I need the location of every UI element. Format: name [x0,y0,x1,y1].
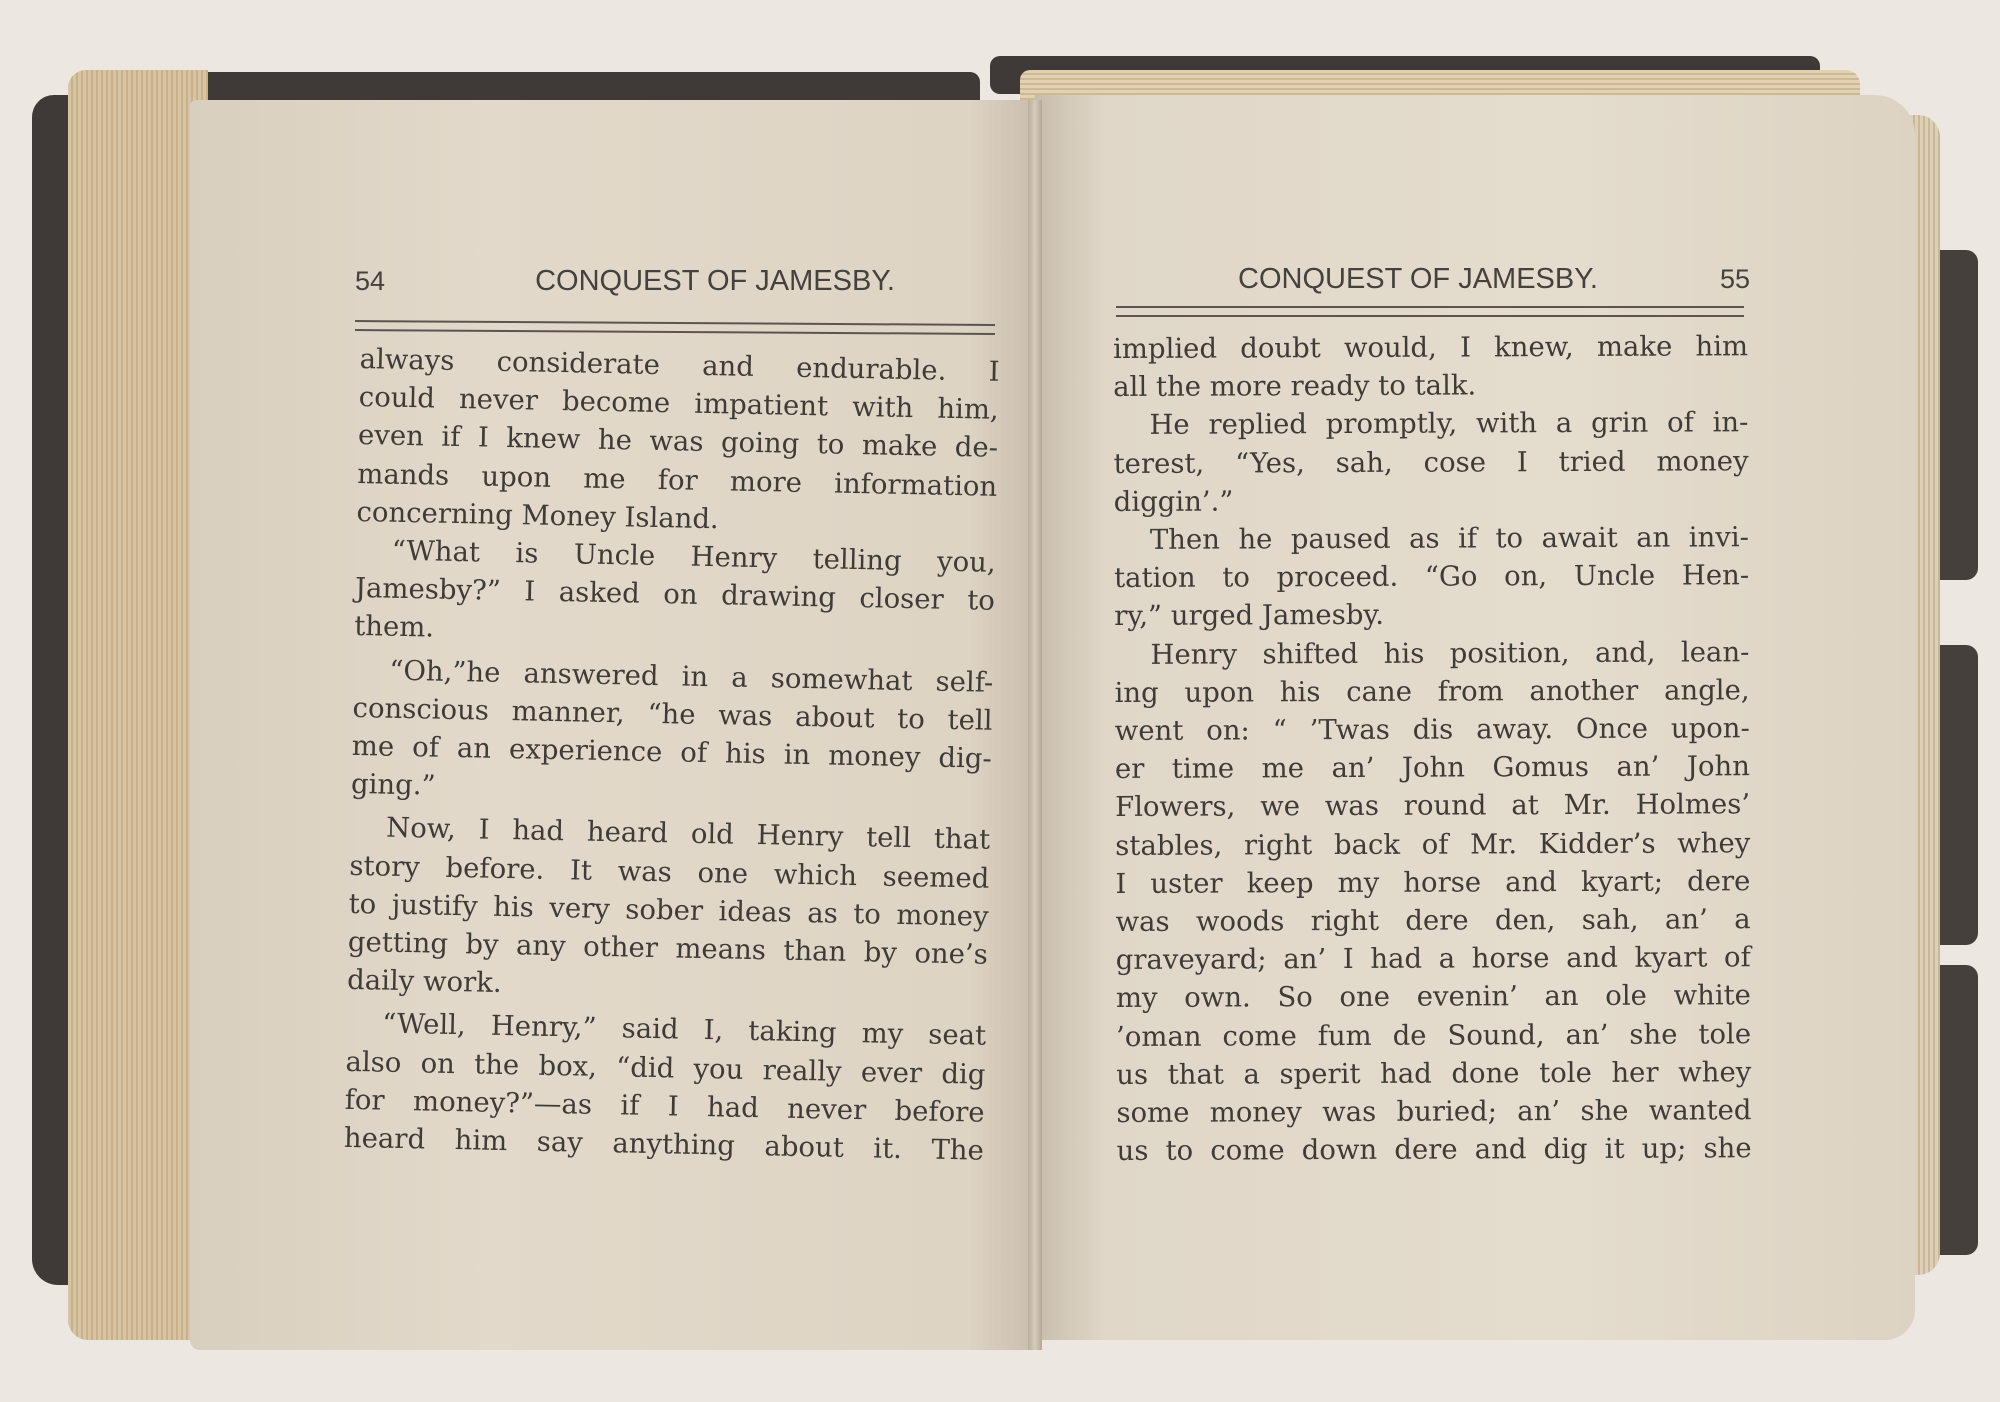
text-line: for money?”—as if I had never before [344,1083,985,1129]
left-running-head [355,265,895,298]
text-line: them. [353,610,435,644]
text-line: Now, I had heard old Henry tell that [385,812,991,857]
book-gutter [1028,100,1042,1350]
text-line: was woods right dere den, sah, an’ a [1115,903,1751,939]
text-line: concerning Money Island. [356,495,720,536]
text-line: my own. So one evenin’ an ole white [1115,979,1751,1015]
text-line: graveyard; an’ I had a horse and kyart of [1115,941,1751,977]
text-line: tation to proceed. “Go on, Uncle Hen- [1114,559,1750,595]
text-line: daily work. [346,964,502,1000]
text-line: er time me an’ John Gomus an’ John [1114,750,1750,786]
right-page-text [1113,327,1752,1170]
right-header-rule [1116,306,1744,317]
text-line: me of an experience of his in money dig- [351,729,993,775]
text-line: us to come down dere and dig it up; she [1116,1132,1752,1168]
text-line: Henry shifted his position, and, lean- [1150,635,1750,671]
text-line: ’oman come fum de Sound, an’ she tole [1116,1017,1752,1053]
text-line: all the more ready to talk. [1113,369,1477,404]
text-line: He replied promptly, with a grin of in- [1149,406,1749,442]
text-line: ry,” urged Jamesby. [1114,599,1385,633]
text-line: went on: “ ’Twas dis away. Once upon- [1114,712,1750,748]
text-line: also on the box, “did you really ever dig [345,1045,986,1091]
text-line: mands upon me for more information [356,457,998,503]
text-line: Then he paused as if to await an invi- [1149,521,1749,556]
right-running-head [1238,263,1750,296]
right-running-title: CONQUEST OF JAMESBY. [1238,263,1598,295]
text-line: getting by any other means than by one’s [347,925,989,971]
text-line: stables, right back of Mr. Kidder’s whey [1115,826,1751,862]
text-line: to justify his very sober ideas as to money [348,887,989,933]
text-line: “Oh,”he answered in a somewhat self- [389,654,994,699]
text-line: conscious manner, “he was about to tell [352,691,993,737]
right-page-number: 55 [1719,264,1750,294]
text-line: ing upon his cane from another angle, [1114,674,1750,709]
text-line: Flowers, we was round at Mr. Holmes’ [1115,788,1751,824]
text-line: some money was buried; an’ she wanted [1116,1094,1752,1130]
text-line: “Well, Henry,” said I, taking my seat [381,1008,987,1053]
text-line: implied doubt would, I knew, make him [1113,330,1749,365]
left-page-number: 54 [355,266,386,296]
text-line: heard him say anything about it. The [343,1121,985,1167]
left-running-title: CONQUEST OF JAMESBY. [535,265,895,297]
text-line: “What is Uncle Henry telling you, [391,534,996,579]
text-line: Jamesby?” I asked on drawing closer to [354,572,996,618]
text-line: story before. It was one which seemed [349,849,990,895]
text-line: diggin’.” [1113,485,1234,518]
text-line: us that a sperit had done tole her whey [1116,1056,1752,1091]
text-line: could never become impatient with him, [358,381,1000,427]
left-page-text [344,340,1000,1170]
text-line: ging.” [350,768,436,802]
text-line: always considerate and endurable. I [359,342,1000,388]
text-line: terest, “Yes, sah, cose I tried money [1113,444,1749,480]
text-line: I uster keep my horse and kyart; dere [1115,865,1751,900]
text-line: even if I knew he was going to make de- [357,419,999,465]
page-block-edge-left [68,70,208,1340]
